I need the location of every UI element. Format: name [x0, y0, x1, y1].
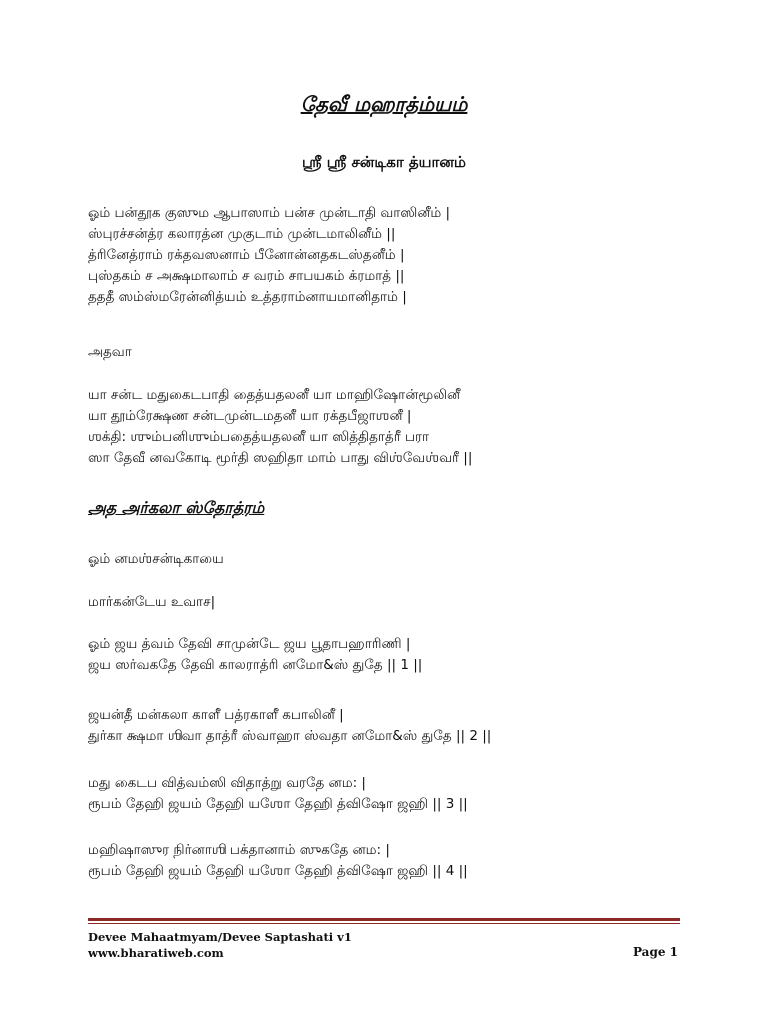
athava-label — [88, 342, 132, 363]
verse-3 — [88, 773, 468, 815]
athava-line: ஶக்தி: ஶும்பனிஶும்பதைத்யதலனீ யா ஸித்திதாத்ரீ பரா — [88, 429, 430, 445]
dhyanam-line: தததீ ஸம்ஸ்மரேன்னித்யம் உத்தராம்னாயமானிதாம் | — [88, 289, 407, 305]
footer-website-link[interactable]: www.bharatiweb.com — [88, 946, 224, 960]
verse-line: மஹிஷாஸுர நிர்னாஶி பக்தானாம் ஸுகதே னம: | — [88, 842, 390, 858]
athava-line: யா சன்ட மதுகைடபாதி தைத்யதலனீ யா மாஹிஷோன்மூலினீ — [88, 387, 461, 403]
athava-line: யா தூம்ரேக்ஷண சன்டமுன்டமதனீ யா ரக்தபீஜாஶனீ | — [88, 408, 412, 424]
markandeya-line: மார்கன்டேய உவாச| — [88, 594, 216, 610]
om-namah-block — [88, 549, 224, 570]
dhyanam-line: புஸ்தகம் ச அக்ஷமாலாம் ச வரம் சாபயகம் க்ரமாத் || — [88, 268, 405, 284]
athava-line: ஸா தேவீ னவகோடி மூர்தி ஸஹிதா மாம் பாது விஶ்வேஶ்வரீ || — [88, 450, 473, 466]
dhyanam-subtitle: ஸ்ரீ ஸ்ரீ சன்டிகா த்யானம் — [302, 153, 466, 171]
verse-line: துர்கா க்ஷமா ஶிவா தாத்ரீ ஸ்வாஹா ஸ்வதா னமோ&ஸ் துதே || 2 || — [88, 728, 492, 744]
verse-line: ஓம் ஜய த்வம் தேவி சாமுன்டே ஜய பூதாபஹாரிணி | — [88, 636, 411, 652]
footer-page-label: Page 1 — [632, 945, 678, 959]
verse-line: ரூபம் தேஹி ஜயம் தேஹி யஶோ தேஹி த்விஷோ ஜஹி || 4 || — [88, 863, 468, 879]
footer-book-title: Devee Mahaatmyam/Devee Saptashati v1 — [88, 930, 352, 944]
verse-2 — [88, 705, 491, 747]
verse-line: ரூபம் தேஹி ஜயம் தேஹி யஶோ தேஹி த்விஷோ ஜஹி || 3 || — [88, 796, 468, 812]
verse-line: ஜயன்தீ மன்கலா காளீ பத்ரகாளீ கபாலினீ | — [88, 707, 344, 723]
footer-rule-thick — [88, 918, 680, 921]
dhyanam-line: த்ரினேத்ராம் ரக்தவஸனாம் பீனோன்னதகடஸ்தனீம் | — [88, 247, 405, 263]
athava-block — [88, 385, 472, 469]
verse-line: மது கைடப வித்வம்ஸி விதாத்று வரதே னம: | — [88, 775, 366, 791]
om-namah-line: ஓம் னமஶ்சன்டிகாயை — [88, 551, 224, 567]
footer-rule-thin — [88, 923, 680, 924]
markandeya-block — [88, 592, 215, 613]
section-heading: அத அர்கலா ஸ்தோத்ரம் — [88, 498, 265, 517]
athava-text: அதவா — [88, 344, 132, 360]
dhyanam-block — [88, 203, 450, 308]
verse-1 — [88, 634, 422, 676]
verse-4 — [88, 840, 468, 882]
dhyanam-line: ஓம் பன்தூக குஸும ஆபாஸாம் பன்ச முன்டாதி வாஸினீம் | — [88, 205, 451, 221]
page-title: தேவீ மஹாத்ம்யம் — [300, 92, 468, 116]
verse-line: ஜய ஸர்வகதே தேவி காலராத்ரி னமோ&ஸ் துதே || 1 || — [88, 657, 423, 673]
dhyanam-line: ஸ்புரச்சன்த்ர கலாரத்ன முகுடாம் முன்டமாலினீம் || — [88, 226, 396, 242]
